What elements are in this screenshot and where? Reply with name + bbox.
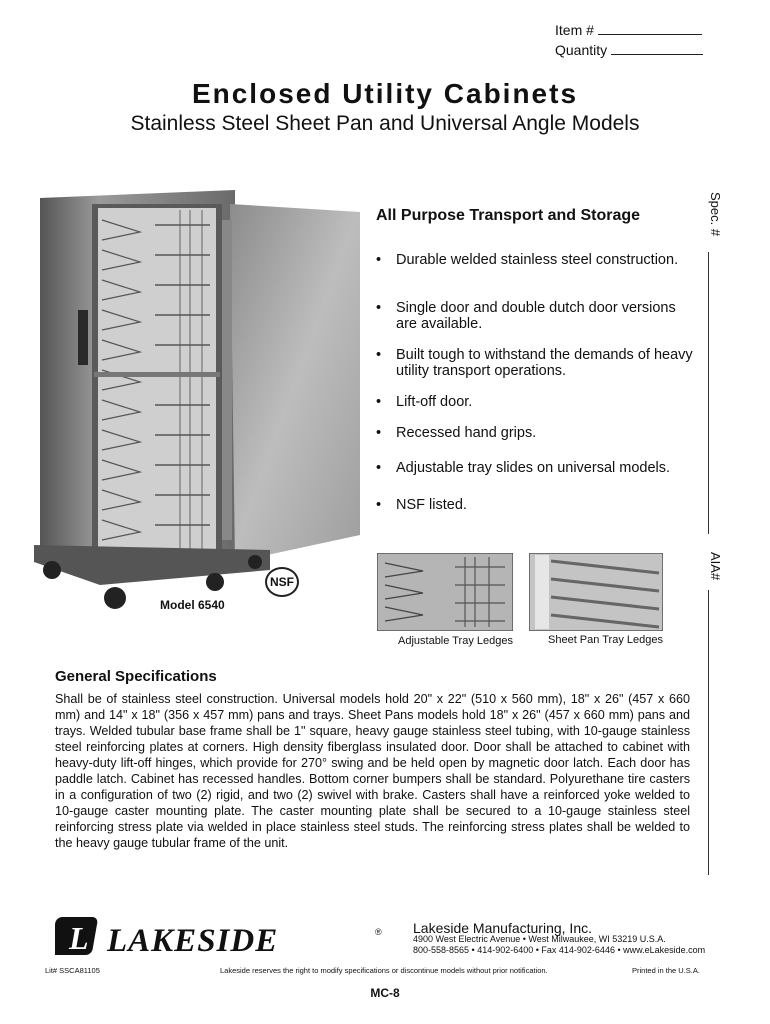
page-subtitle: Stainless Steel Sheet Pan and Universal Angle Models (130, 112, 640, 135)
company-address: 4900 West Electric Avenue • West Milwaukee, WI 53219 U.S.A. (413, 934, 666, 944)
adjustable-tray-ledges-photo (377, 553, 513, 631)
company-contact: 800-558-8565 • 414-902-6400 • Fax 414-902-6446 • www.eLakeside.com (413, 945, 706, 955)
feature-item: • Lift-off door. (376, 394, 472, 410)
nsf-badge: NSF (265, 567, 299, 597)
svg-text:LAKESIDE: LAKESIDE (107, 923, 279, 959)
cabinet-photo (30, 190, 370, 620)
quantity-blank (611, 54, 703, 55)
features-heading: All Purpose Transport and Storage (376, 207, 641, 224)
quantity-field (555, 42, 703, 58)
caption-adjustable-tray-ledges: Adjustable Tray Ledges (398, 635, 513, 647)
feature-item: • Adjustable tray slides on universal models. (376, 460, 670, 476)
page-number: MC-8 (370, 986, 400, 1000)
spec-number-blank (708, 252, 709, 534)
feature-item: • Single door and double dutch door versions are available. (376, 300, 696, 332)
item-number-label: Item # (555, 22, 594, 38)
printed-in: Printed in the U.S.A. (632, 966, 700, 975)
aia-number-label: AIA# (708, 552, 723, 581)
spec-number-label: Spec. # (708, 192, 723, 237)
svg-text:L: L (69, 920, 89, 956)
specs-heading: General Specifications (55, 668, 217, 685)
feature-item: • Recessed hand grips. (376, 425, 536, 441)
item-number-blank (598, 34, 702, 35)
company-name: Lakeside Manufacturing, Inc. (413, 920, 592, 936)
model-label: Model 6540 (160, 598, 225, 612)
sheet-pan-tray-ledges-photo (529, 553, 663, 631)
caption-sheet-pan-tray-ledges: Sheet Pan Tray Ledges (548, 634, 663, 646)
footer-notice: Lakeside reserves the right to modify specifications or discontinue models without prior notification. (220, 966, 548, 975)
svg-text:®: ® (375, 927, 382, 937)
feature-item: • Durable welded stainless steel construction. (376, 252, 678, 268)
lakeside-logo (55, 913, 390, 959)
specs-body: Shall be of stainless steel construction. Universal models hold 20" x 22" (510 x 560 mm), 18" x 26" (457 x 660 mm) and 14" x 18" (356 x 457 mm) pans and trays. Sheet Pans models hold 18" x 26" (457 x 660 mm) pans and trays. Welded tubular base frame shall be 1" square, heavy gauge stainless steel tubing, with 10-gauge stainless steel reinforcing plates at corners. High density fiberglass insulated door. Door shall be attached to cabinet with heavy-duty lift-off hinges, which provide for 270° swing and be held open by magnetic door latch. Each door has paddle latch. Cabinet has recessed handles. Bottom corner bumpers shall be standard. Polyurethane tire casters in a configuration of two (2) rigid, and two (2) swivel with brake. Casters shall have a reinforced yoke welded to 10-gauge caster mounting plate. The caster mounting plate shall be secured to a 10-gauge stainless steel reinforcing stress plate via welded in place stainless steel studs. The reinforcing stress plates shall be welded to the heavy gauge tubular frame of the unit. (55, 692, 690, 850)
feature-item: • Built tough to withstand the demands of heavy utility transport operations. (376, 347, 696, 379)
lit-number: Lit# SSCA81105 (45, 966, 100, 975)
feature-item: • NSF listed. (376, 497, 467, 513)
page-title: Enclosed Utility Cabinets (191, 78, 579, 109)
item-number-field (555, 22, 702, 38)
quantity-label: Quantity (555, 42, 608, 58)
aia-number-blank (708, 590, 709, 875)
